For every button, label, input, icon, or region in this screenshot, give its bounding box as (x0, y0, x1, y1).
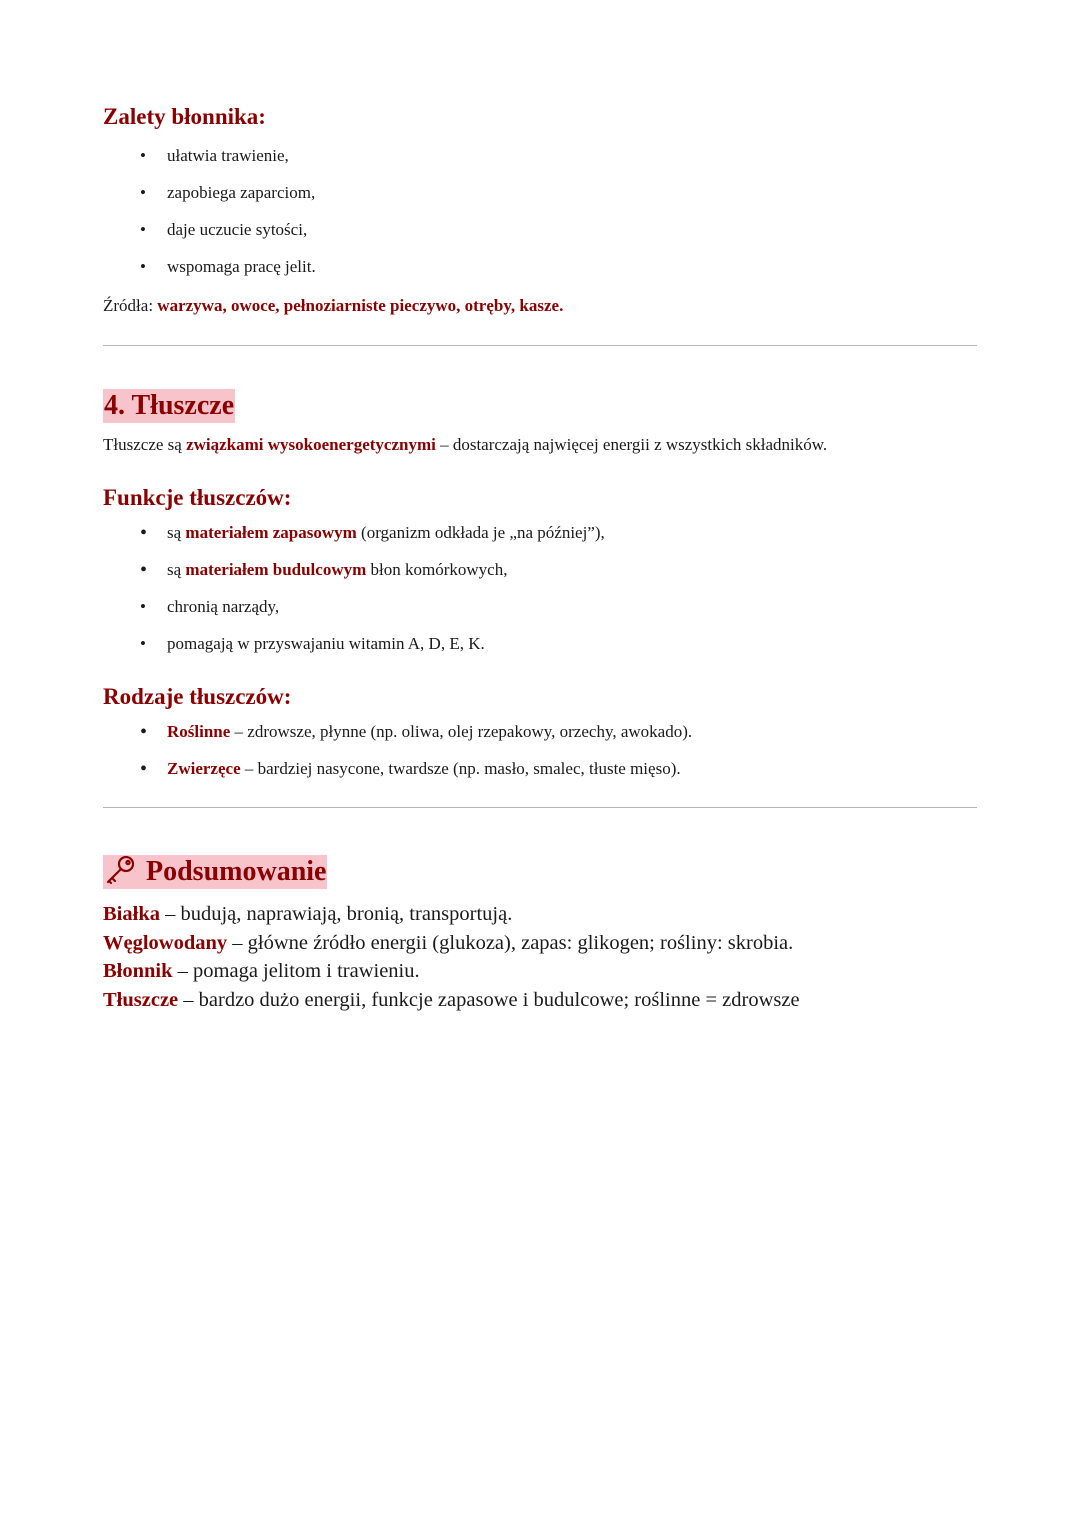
summary-line: Węglowodany – główne źródło energii (glukoza), zapas: glikogen; rośliny: skrobia. (103, 931, 794, 954)
bullet-icon: • (140, 220, 146, 239)
fats-intro: Tłuszcze są związkami wysokoenergetycznymi – dostarczają najwięcej energii z wszystkich składników. (103, 435, 828, 454)
list-item: • wspomaga pracę jelit. (140, 257, 316, 276)
fiber-sources-value: warzywa, owoce, pełnoziarniste pieczywo, otręby, kasze (157, 296, 560, 315)
list-item: • zapobiega zaparciom, (140, 183, 316, 202)
section-heading-fats: 4. Tłuszcze (104, 390, 235, 421)
list-item: • pomagają w przyswajaniu witamin A, D, E, K. (140, 634, 485, 653)
bullet-icon: • (140, 597, 146, 616)
list-item: • daje uczucie sytości, (140, 220, 308, 239)
summary-line: Białka – budują, naprawiają, bronią, transportują. (103, 903, 513, 925)
bullet-icon: • (140, 634, 146, 653)
fats-types-list (103, 721, 692, 795)
key-icon (104, 855, 138, 885)
list-item: • Roślinne – zdrowsze, płynne (np. oliwa, olej rzepakowy, orzechy, awokado). (140, 721, 693, 743)
list-item: • są materiałem budulcowym błon komórkowych, (140, 559, 508, 581)
bullet-icon: • (140, 257, 146, 276)
fiber-sources: Źródła: warzywa, owoce, pełnoziarniste pieczywo, otręby, kasze. (103, 296, 564, 315)
bullet-icon: • (140, 721, 148, 743)
summary-lines (103, 900, 800, 1014)
bullet-icon: • (140, 146, 146, 165)
summary-line: Tłuszcze – bardzo dużo energii, funkcje zapasowe i budulcowe; roślinne = zdrowsze (103, 988, 800, 1011)
bullet-icon: • (140, 183, 146, 202)
bullet-icon: • (140, 522, 148, 544)
list-item: • Zwierzęce – bardziej nasycone, twardsze (np. masło, smalec, tłuste mięso). (140, 758, 681, 780)
list-item: • są materiałem zapasowym (organizm odkłada je „na później”), (140, 522, 605, 544)
fats-functions-list (103, 522, 605, 670)
bullet-icon: • (140, 559, 148, 581)
fiber-benefits-list (103, 145, 316, 293)
summary-line: Błonnik – pomaga jelitom i trawieniu. (103, 960, 420, 983)
list-item: • ułatwia trawienie, (140, 146, 289, 165)
divider (103, 345, 977, 346)
divider (103, 807, 977, 808)
section-heading-summary: Podsumowanie (103, 855, 327, 889)
list-item: • chronią narządy, (140, 597, 280, 616)
fats-types-heading: Rodzaje tłuszczów: (103, 684, 292, 709)
fats-functions-heading: Funkcje tłuszczów: (103, 485, 292, 510)
fiber-benefits-heading: Zalety błonnika: (103, 104, 266, 129)
bullet-icon: • (140, 758, 148, 780)
